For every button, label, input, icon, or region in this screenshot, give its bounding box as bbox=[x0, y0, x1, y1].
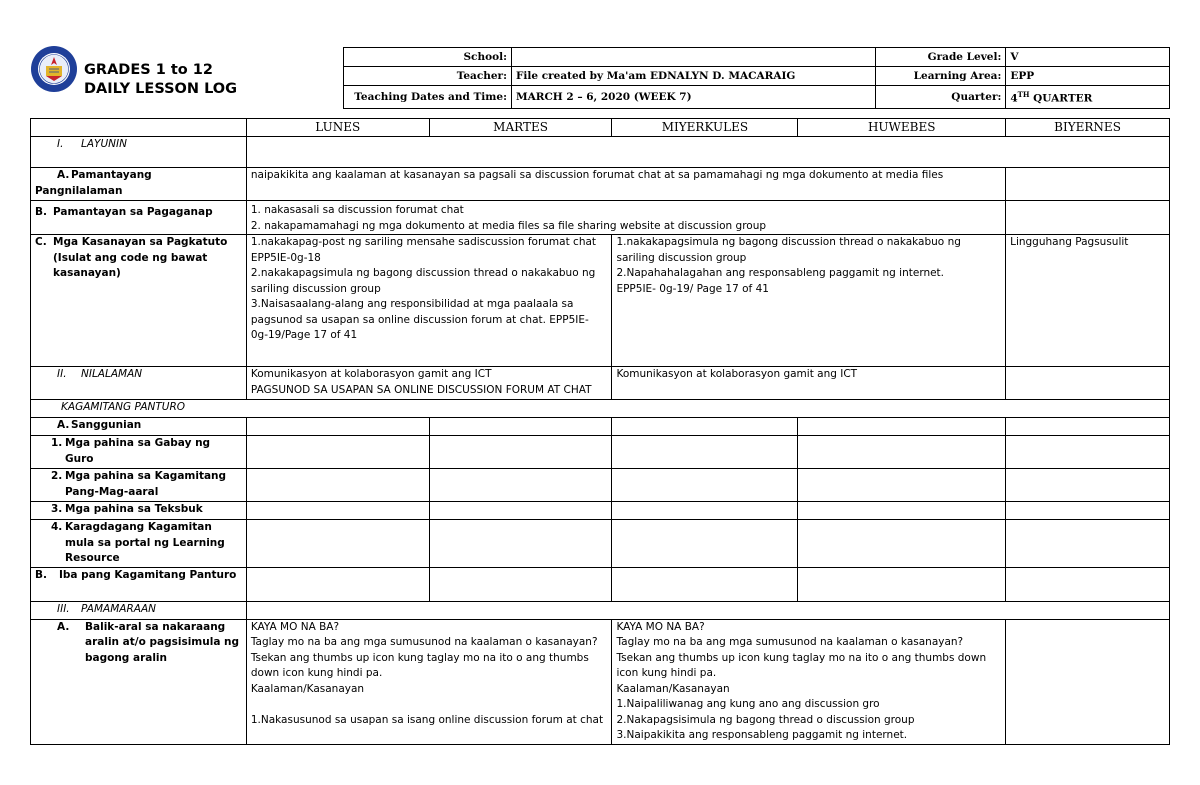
grade-level-label: Grade Level: bbox=[875, 48, 1006, 67]
learning-area-value: EPP bbox=[1006, 67, 1170, 86]
layunin-content bbox=[246, 137, 1169, 168]
balik-aral-row bbox=[31, 619, 1170, 744]
kasanayan-row bbox=[31, 235, 1170, 367]
pagganap-line-2: 2. nakapamamahagi ng mga dokumento at media files sa file sharing website at discussion group bbox=[250, 219, 767, 232]
teacher-label: Teacher: bbox=[344, 67, 512, 86]
kagamitang-mag-aaral-label: 2. Mga pahina sa Kagamitang Pang-Mag-aaral bbox=[31, 469, 247, 502]
kagamitang-panturo-label: KAGAMITANG PANTURO bbox=[31, 400, 1170, 418]
document-title bbox=[84, 61, 237, 99]
pamantayang-pangnilalaman-friday bbox=[1006, 168, 1170, 201]
pamantayan-pagganap-row bbox=[31, 201, 1170, 235]
quarter-text: QUARTER bbox=[1029, 92, 1093, 105]
kagamitang-mag-aaral-row bbox=[31, 469, 1170, 502]
nilalaman-biyernes bbox=[1006, 367, 1170, 400]
karagdagang-kagamitan-label: 4. Karagdagang Kagamitan mula sa portal ng Learning Resource bbox=[31, 520, 247, 568]
sanggunian-label: A. Sanggunian bbox=[31, 418, 247, 436]
school-value bbox=[511, 48, 875, 67]
layunin-row bbox=[31, 137, 1170, 168]
layunin-label: I. LAYUNIN bbox=[31, 137, 247, 168]
kagamitang-panturo-row bbox=[31, 400, 1170, 418]
nilalaman-miyerkules-huwebes: Komunikasyon at kolaborasyon gamit ang ICT bbox=[612, 367, 1006, 400]
iba-pang-kagamitan-label: B. Iba pang Kagamitang Panturo bbox=[31, 567, 247, 601]
blank-corner-cell bbox=[31, 119, 247, 137]
quarter-label: Quarter: bbox=[875, 86, 1006, 109]
balik-aral-miyerkules-huwebes: KAYA MO NA BA? Taglay mo na ba ang mga sumusunod na kaalaman o kasanayan? Tsekan ang thumbs up icon kung taglay mo na ito o ang thumbs down icon kung hindi pa. Kaalaman/Kasanayan 1.Naipaliliwanag ang kung ano ang discussion gro 2.Nakapagsisimula ng bagong thread o discussion group 3.Naipakikita ang responsableng paggamit ng internet. bbox=[612, 619, 1006, 744]
gabay-guro-label: 1. Mga pahina sa Gabay ng Guro bbox=[31, 436, 247, 469]
teksbuk-row bbox=[31, 502, 1170, 520]
day-miyerkules: MIYERKULES bbox=[612, 119, 798, 137]
pamantayang-pangnilalaman-text: naipakikita ang kaalaman at kasanayan sa pagsali sa discussion forumat chat at sa pamamahagi ng mga dokumento at media files bbox=[246, 168, 1005, 201]
kasanayan-label: C. Mga Kasanayan sa Pagkatuto (Isulat ang code ng bawat kasanayan) bbox=[31, 235, 247, 367]
balik-aral-biyernes bbox=[1006, 619, 1170, 744]
deped-seal-logo bbox=[30, 45, 78, 93]
quarter-value bbox=[1006, 86, 1170, 109]
teaching-dates-value: MARCH 2 – 6, 2020 (WEEK 7) bbox=[511, 86, 875, 109]
quarter-suffix: TH bbox=[1017, 90, 1030, 99]
karagdagang-kagamitan-row bbox=[31, 520, 1170, 568]
teksbuk-label: 3. Mga pahina sa Teksbuk bbox=[31, 502, 247, 520]
title-line-2: DAILY LESSON LOG bbox=[84, 81, 238, 97]
header-info-table bbox=[343, 47, 1170, 109]
pamantayan-pagganap-friday bbox=[1006, 201, 1170, 235]
day-biyernes: BIYERNES bbox=[1006, 119, 1170, 137]
day-lunes: LUNES bbox=[246, 119, 429, 137]
day-header-row bbox=[31, 119, 1170, 137]
day-huwebes: HUWEBES bbox=[798, 119, 1006, 137]
quarter-number: 4 bbox=[1010, 92, 1018, 105]
pamamaraan-row bbox=[31, 601, 1170, 619]
balik-aral-lunes-martes: KAYA MO NA BA? Taglay mo na ba ang mga sumusunod na kaalaman o kasanayan? Tsekan ang thumbs up icon kung taglay mo na ito o ang thumbs down icon kung hindi pa. Kaalaman/Kasanayan 1.Nakasusunod sa usapan sa isang online discussion forum at chat bbox=[246, 619, 612, 744]
pamamaraan-content bbox=[246, 601, 1169, 619]
kasanayan-lunes-martes: 1.nakakapag-post ng sariling mensahe sadiscussion forumat chat EPP5IE-0g-18 2.nakakapagsimula ng bagong discussion thread o nakakabuo ng sariling discussion group 3.Naisasaalang-alang ang responsibilidad at mga paalaala sa pagsunod sa usapan sa online discussion forum at chat. EPP5IE- 0g-19/Page 17 of 41 bbox=[246, 235, 612, 367]
sanggunian-row bbox=[31, 418, 1170, 436]
pamantayang-pangnilalaman-row bbox=[31, 168, 1170, 201]
nilalaman-label: II. NILALAMAN bbox=[31, 367, 247, 400]
pamantayan-pagganap-label: B. Pamantayan sa Pagaganap bbox=[31, 201, 247, 235]
balik-aral-label: A. Balik-aral sa nakaraang aralin at/o pagsisimula ng bagong aralin bbox=[31, 619, 247, 744]
pagganap-line-1: 1. nakasasali sa discussion forumat chat bbox=[250, 204, 464, 216]
iba-pang-kagamitan-row bbox=[31, 567, 1170, 601]
teacher-value: File created by Ma'am EDNALYN D. MACARAIG bbox=[511, 67, 875, 86]
learning-area-label: Learning Area: bbox=[875, 67, 1006, 86]
kasanayan-biyernes: Lingguhang Pagsusulit bbox=[1006, 235, 1170, 367]
pamamaraan-label: III. PAMAMARAAN bbox=[31, 601, 247, 619]
daily-lesson-log-table bbox=[30, 118, 1170, 745]
pamantayang-pangnilalaman-label: A. Pamantayang Pangnilalaman bbox=[31, 168, 247, 201]
nilalaman-lunes-martes: Komunikasyon at kolaborasyon gamit ang ICT PAGSUNOD SA USAPAN SA ONLINE DISCUSSION FORUM AT CHAT bbox=[246, 367, 612, 400]
pamantayan-pagganap-text bbox=[246, 201, 1005, 235]
kasanayan-miyerkules-huwebes: 1.nakakapagsimula ng bagong discussion thread o nakakabuo ng sariling discussion group 2.Napahahalagahan ang responsableng paggamit ng internet. EPP5IE- 0g-19/ Page 17 of 41 bbox=[612, 235, 1006, 367]
school-label: School: bbox=[344, 48, 512, 67]
nilalaman-row bbox=[31, 367, 1170, 400]
gabay-guro-row bbox=[31, 436, 1170, 469]
teaching-dates-label: Teaching Dates and Time: bbox=[344, 86, 512, 109]
grade-level-value: V bbox=[1006, 48, 1170, 67]
title-line-1: GRADES 1 to 12 bbox=[84, 62, 213, 78]
kasanayan-sublabel: (Isulat ang code ng bawat kasanayan) bbox=[53, 251, 208, 279]
day-martes: MARTES bbox=[429, 119, 612, 137]
